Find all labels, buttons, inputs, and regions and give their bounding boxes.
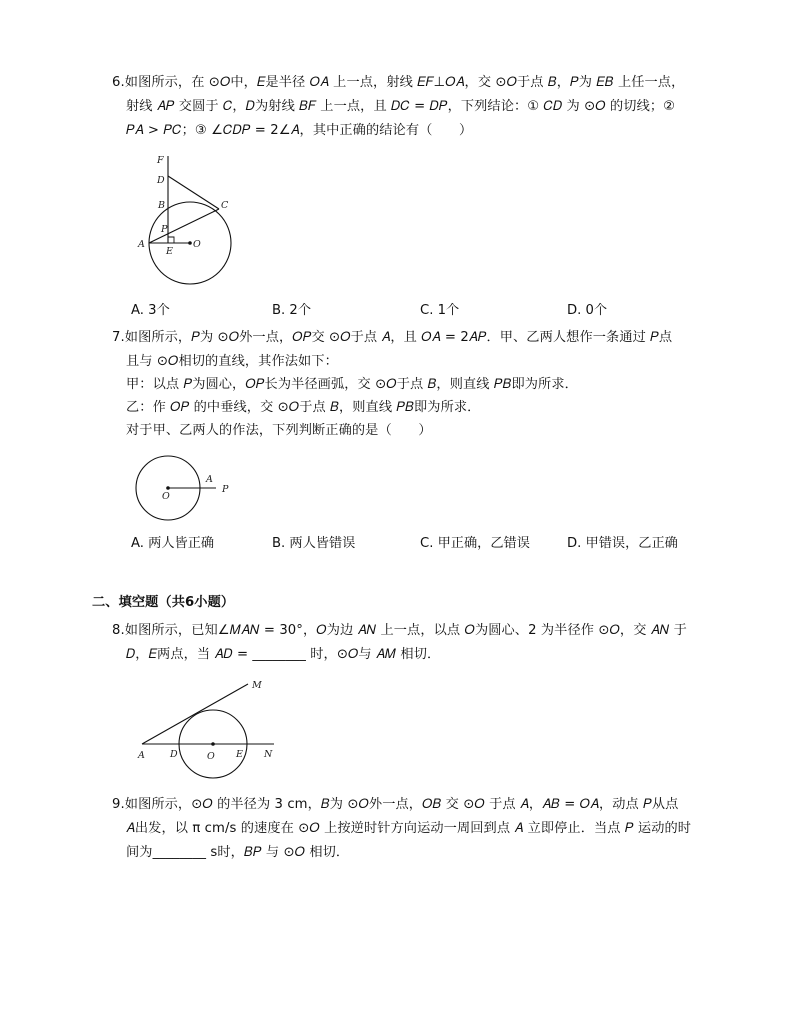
- q6-label-e: E: [166, 246, 173, 257]
- q6-line-3: 𝑃𝐴 > 𝑃𝐶；③ ∠𝐶𝐷𝑃 = 2∠𝐴，其中正确的结论有（ ）: [126, 123, 473, 138]
- q8-line-1: 8.如图所示，已知∠𝑀𝐴𝑁 = 30°，𝑂为边 𝐴𝑁 上一点，以点 𝑂为圆心、2 为半径作 ⊙𝑂，交 𝐴𝑁 于: [112, 623, 687, 638]
- q7-label-a: A: [206, 474, 213, 485]
- q6-line-2: 射线 𝐴𝑃 交圆于 𝐶，𝐷为射线 𝐵𝐹 上一点，且 𝐷𝐶 = 𝐷𝑃，下列结论：① 𝐶𝐷 为 ⊙𝑂 的切线；②: [126, 99, 676, 114]
- q7-figure: [130, 450, 240, 530]
- q8-ray-am: [142, 684, 248, 744]
- q9-line-1: 9.如图所示，⊙𝑂 的半径为 3 cm，𝐵为 ⊙𝑂外一点，𝑂𝐵 交 ⊙𝑂 于点 𝐴，𝐴𝐵 = 𝑂𝐴，动点 𝑃从点: [112, 797, 679, 812]
- q6-option-a[interactable]: A. 3个: [131, 303, 170, 318]
- q8-label-d: D: [170, 749, 178, 760]
- q7-label-o: O: [162, 491, 170, 502]
- q6-figure: [135, 152, 245, 302]
- q7-line-1: 7.如图所示，𝑃为 ⊙𝑂外一点，𝑂𝑃交 ⊙𝑂于点 𝐴，且 𝑂𝐴 = 2𝐴𝑃．甲、乙两人想作一条通过 𝑃点: [112, 330, 673, 345]
- q7-option-b[interactable]: B. 两人皆错误: [272, 536, 356, 551]
- q6-label-o: O: [193, 239, 201, 250]
- q6-label-d: D: [157, 175, 165, 186]
- q6-option-b[interactable]: B. 2个: [272, 303, 312, 318]
- q8-figure: [136, 680, 286, 770]
- q8-label-n: N: [264, 749, 273, 760]
- q8-label-a: A: [138, 750, 145, 761]
- q7-option-a[interactable]: A. 两人皆正确: [131, 536, 215, 551]
- q7-line-4: 乙：作 𝑂𝑃 的中垂线，交 ⊙𝑂于点 𝐵，则直线 𝑃𝐵即为所求．: [126, 400, 481, 415]
- q6-option-c[interactable]: C. 1个: [420, 303, 460, 318]
- q7-line-3: 甲：以点 𝑃为圆心，𝑂𝑃长为半径画弧，交 ⊙𝑂于点 𝐵，则直线 𝑃𝐵即为所求．: [126, 377, 578, 392]
- q8-center-dot: [211, 742, 215, 746]
- q6-option-d[interactable]: D. 0个: [567, 303, 608, 318]
- q6-label-p: P: [161, 224, 168, 235]
- q8-line-2: 𝐷，𝐸两点，当 𝐴𝐷 = ________ 时，⊙𝑂与 𝐴𝑀 相切．: [126, 647, 441, 662]
- q7-line-5: 对于甲、乙两人的作法，下列判断正确的是（ ）: [126, 423, 432, 438]
- q6-center-dot: [188, 241, 192, 245]
- q6-label-b: B: [158, 200, 165, 211]
- q9-line-3: 间为________ s时，𝐵𝑃 与 ⊙𝑂 相切．: [126, 845, 350, 860]
- q7-line-2: 且与 ⊙𝑂相切的直线，其作法如下：: [126, 354, 338, 369]
- q8-label-e: E: [236, 749, 243, 760]
- q6-ray-ac: [149, 209, 219, 243]
- q6-label-a: A: [138, 239, 145, 250]
- q6-label-f: F: [157, 155, 164, 166]
- q6-label-c: C: [221, 200, 229, 211]
- q6-right-angle-mark: [168, 237, 174, 243]
- q7-option-c[interactable]: C. 甲正确，乙错误: [420, 536, 530, 551]
- q7-label-p: P: [222, 484, 229, 495]
- q8-label-o: O: [207, 751, 215, 762]
- q6-line-1: 6.如图所示，在 ⊙𝑂中，𝐸是半径 𝑂𝐴 上一点，射线 𝐸𝐹⊥𝑂𝐴，交 ⊙𝑂于点 𝐵，𝑃为 𝐸𝐵 上任一点，: [112, 75, 685, 90]
- q9-line-2: 𝐴出发，以 π cm/s 的速度在 ⊙𝑂 上按逆时针方向运动一周回到点 𝐴 立即停止．当点 𝑃 运动的时: [126, 821, 692, 836]
- q7-center-dot: [166, 486, 170, 490]
- section-2-title: 二、填空题（共6小题）: [92, 595, 235, 610]
- q8-label-m: M: [252, 680, 262, 691]
- q7-option-d[interactable]: D. 甲错误，乙正确: [567, 536, 678, 551]
